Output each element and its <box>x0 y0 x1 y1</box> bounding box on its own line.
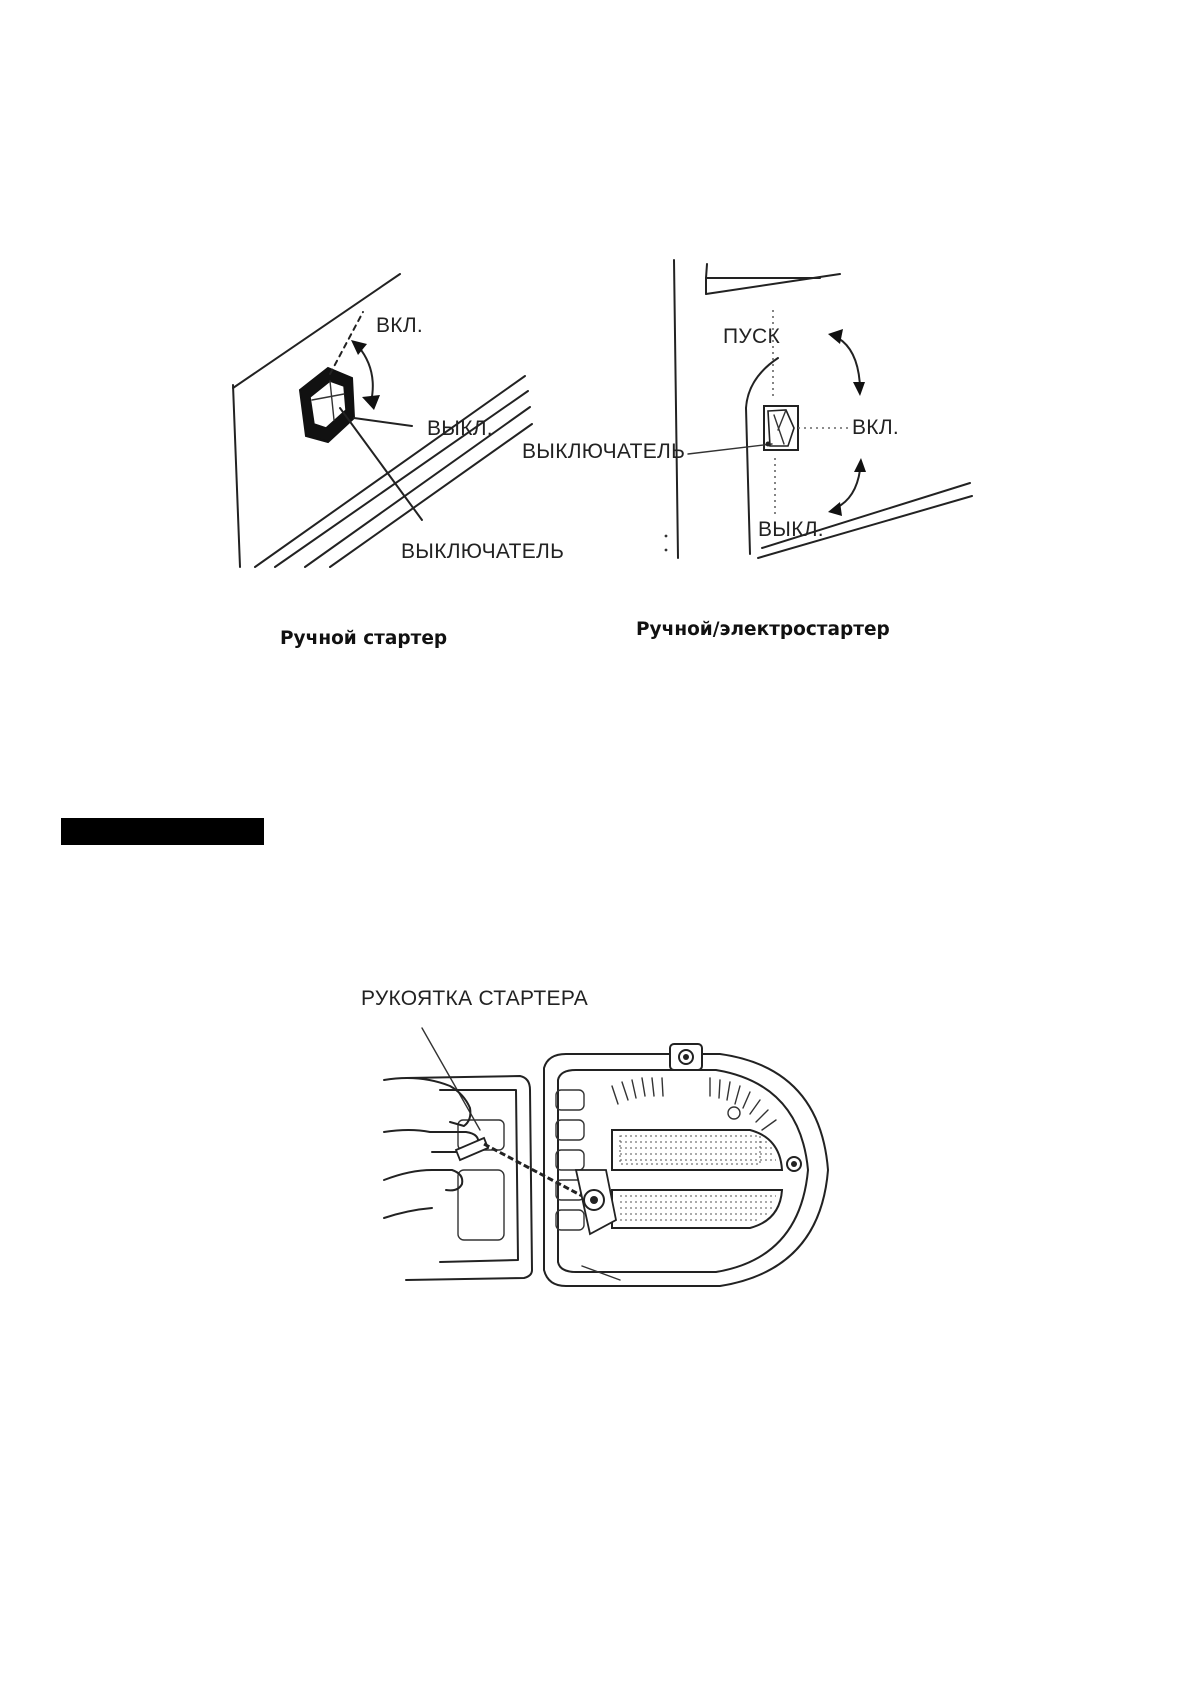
starter-handle-drawing <box>380 1020 840 1300</box>
figure-starter-handle <box>380 1020 840 1300</box>
label-on-right: ВКЛ. <box>852 416 900 439</box>
caption-manual-starter: Ручной стартер <box>280 628 448 649</box>
label-off-left: ВЫКЛ. <box>427 417 493 440</box>
manual-starter-switch-drawing <box>230 260 540 570</box>
figure-manual-starter <box>230 260 540 570</box>
label-off-right: ВЫКЛ. <box>758 518 824 541</box>
label-switch-right: ВЫКЛЮЧАТЕЛЬ <box>522 440 686 463</box>
label-starter-handle: РУКОЯТКА СТАРТЕРА <box>361 987 589 1010</box>
label-switch-left: ВЫКЛЮЧАТЕЛЬ <box>401 540 565 563</box>
section-heading-bar <box>61 818 264 845</box>
label-on-left: ВКЛ. <box>376 314 424 337</box>
label-start: ПУСК <box>723 325 781 348</box>
caption-electric-starter: Ручной/электростартер <box>636 619 890 640</box>
